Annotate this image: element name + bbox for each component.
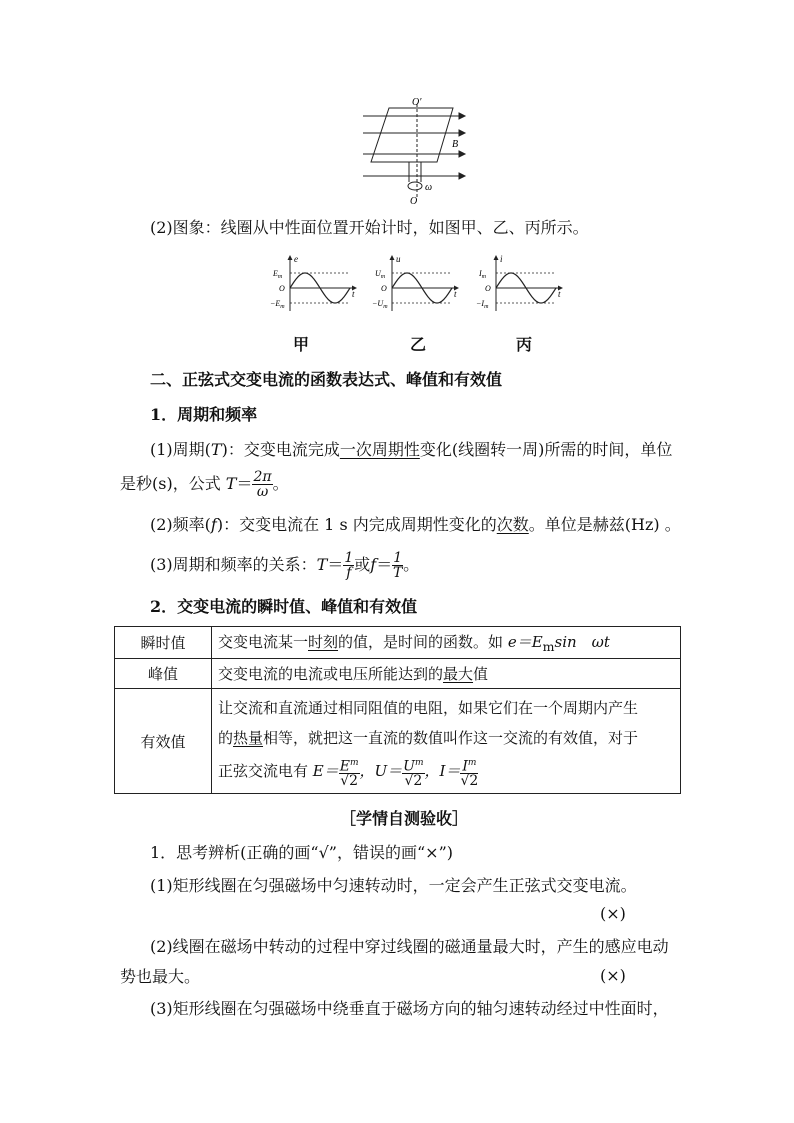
max-label: $I_m$ bbox=[479, 269, 487, 280]
coil-in-magnetic-field-diagram bbox=[355, 98, 475, 208]
image-description-paragraph: (2)图象：线圈从中性面位置开始计时，如图甲、乙、丙所示。 bbox=[150, 218, 589, 237]
graph-caption: 乙 bbox=[410, 335, 427, 354]
quiz-header: ［学情自测验收］ bbox=[340, 809, 469, 828]
table-cell: 让交流和直流通过相同阻值的电阻，如果它们在一个周期内产生 的热量相等，就把这一直流的数值叫作这一交流的有效值，对于 正弦交流电有 E＝ $\frac{E^m}{√2}$ ，U＝ $\frac{U^m}{√2}$ ，I＝ $\frac{I^m}{√2}$ bbox=[212, 689, 681, 794]
relation-line: (3)周期和频率的关系：T＝ $\frac{1}{f}$ 或f＝ $\frac{1}{T}$ 。 bbox=[150, 550, 420, 581]
min-label: $-I_m$ bbox=[476, 299, 489, 310]
graph-caption: 甲 bbox=[293, 335, 310, 354]
period-line-1: (1)周期(T)：交变电流完成一次周期性变化(线圈转一周)所需的时间，单位 bbox=[150, 440, 673, 459]
origin-label: O bbox=[279, 284, 285, 293]
quiz-item-1-mark: (×) bbox=[600, 904, 626, 923]
table-head-effective: 有效值 bbox=[115, 689, 212, 794]
max-label: $E_m$ bbox=[273, 269, 283, 280]
quiz-item-2-line2: 势也最大。 bbox=[120, 967, 201, 986]
table-head-instantaneous: 瞬时值 bbox=[115, 627, 212, 659]
section-title: 二、正弦式交变电流的函数表达式、峰值和有效值 bbox=[150, 370, 503, 389]
graph-caption: 丙 bbox=[516, 335, 533, 354]
origin-label: O bbox=[381, 284, 387, 293]
table-row bbox=[115, 689, 681, 794]
origin-label: O bbox=[485, 284, 491, 293]
quiz-item-2-mark: (×) bbox=[600, 966, 626, 985]
table-row bbox=[115, 627, 681, 659]
min-label: $-E_m$ bbox=[270, 299, 285, 310]
subsection-values: 2．交变电流的瞬时值、峰值和有效值 bbox=[150, 597, 418, 616]
axis-label: i bbox=[500, 254, 503, 264]
quiz-title: 1．思考辨析(正确的画“√”，错误的画“×”) bbox=[150, 843, 453, 862]
t-axis-label: t bbox=[558, 289, 561, 299]
table-row bbox=[115, 659, 681, 689]
max-label: $U_m$ bbox=[375, 269, 386, 280]
values-table bbox=[114, 626, 681, 794]
label-o-prime: O′ bbox=[412, 98, 422, 108]
quiz-item-2-line1: (2)线圈在磁场中转动的过程中穿过线圈的磁通量最大时，产生的感应电动 bbox=[150, 937, 669, 956]
sine-graph-2 bbox=[372, 253, 462, 315]
axis-label: u bbox=[396, 254, 401, 264]
sine-graph-1 bbox=[270, 253, 360, 315]
axis-label: e bbox=[294, 254, 298, 264]
min-label: $-U_m$ bbox=[372, 299, 388, 310]
period-line-2: 是秒(s)，公式 T＝ $\frac{2\pi}{\omega}$ 。 bbox=[120, 469, 289, 500]
subsection-period-frequency: 1．周期和频率 bbox=[150, 405, 258, 424]
t-axis-label: t bbox=[352, 289, 355, 299]
quiz-item-1: (1)矩形线圈在匀强磁场中匀速转动时，一定会产生正弦式交变电流。 bbox=[150, 876, 637, 895]
frequency-line: (2)频率(f)：交变电流在 1 s 内完成周期性变化的次数。单位是赫兹(Hz) 。 bbox=[150, 515, 681, 534]
table-head-peak: 峰值 bbox=[115, 659, 212, 689]
t-axis-label: t bbox=[454, 289, 457, 299]
table-cell: 交变电流的电流或电压所能达到的最大值 bbox=[212, 659, 681, 689]
label-b: B bbox=[452, 139, 459, 150]
table-cell: 交变电流某一时刻的值，是时间的函数。如 $e=E_m\sin$ ωt bbox=[212, 627, 681, 659]
label-omega: ω bbox=[425, 182, 433, 193]
sine-graph-3 bbox=[476, 253, 566, 315]
quiz-item-3: (3)矩形线圈在匀强磁场中绕垂直于磁场方向的轴匀速转动经过中性面时， bbox=[150, 999, 669, 1018]
label-o: O bbox=[410, 196, 418, 207]
period-formula-fraction: $\frac{2\pi}{\omega}$ bbox=[253, 469, 272, 500]
